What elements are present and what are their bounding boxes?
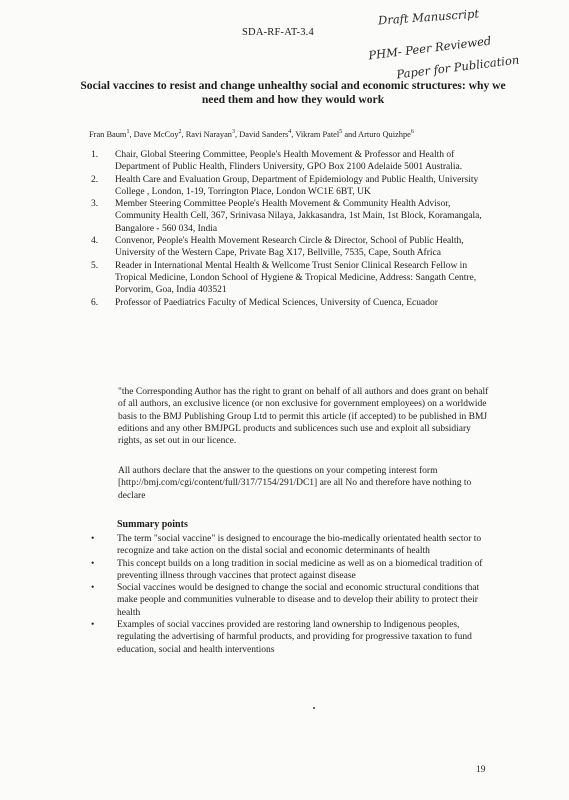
affiliation-number: 6. [91, 297, 99, 308]
author-sup: 3 [232, 129, 235, 135]
summary-point [91, 533, 491, 558]
licence-statement: "the Corresponding Author has the right to grant on behalf of all authors and does grant on behalf of all authors, an exclusive licence (or non exclusive for government employees) on a worldwide basis to the BMJ Publishing Group Ltd to permit this article (if accepted) to be published in BMJ editions and any other BMJPGL products and sublicences such use and exploit all subsidiary rights, as set out in our licence. [118, 387, 489, 447]
page-number: 19 [476, 765, 486, 775]
author-sup: 6 [410, 129, 414, 135]
summary-point [91, 558, 491, 583]
affiliation-number: 2. [91, 174, 99, 185]
affiliation-number: 5. [91, 260, 99, 271]
author-name: Ravi Narayan [185, 129, 232, 139]
author-sup: 5 [339, 129, 343, 135]
summary-point [91, 582, 491, 619]
handwritten-note-peer-reviewed: PHM- Peer Reviewed [367, 33, 492, 63]
author-name: David Sanders [239, 129, 289, 139]
affiliation-item [91, 260, 491, 297]
affiliation-text: Health Care and Evaluation Group, Department of Epidemiology and Public Health, University College , London, 1-19, Torrington Place, London WC1E 6BT, UK [115, 174, 479, 197]
author-name: Fran Baum [89, 129, 127, 139]
affiliation-item [91, 174, 491, 199]
affiliation-text: Professor of Paediatrics Faculty of Medical Sciences, University of Cuenca, Ecuador [115, 297, 438, 308]
affiliation-item [91, 198, 491, 235]
author-sup: 2 [178, 129, 182, 135]
affiliation-list [91, 149, 491, 309]
author-name: Vikram Patel [295, 129, 340, 139]
author-sup: 4 [288, 129, 292, 135]
affiliation-item [91, 149, 491, 174]
summary-point-text: Social vaccines would be designed to change the social and economic structural conditions that make people and communities vulnerable to disease and to develop their ability to protect their health [117, 583, 480, 618]
affiliation-item [91, 235, 491, 260]
author-list: Fran Baum$^1$, Dave McCoy$^2$, Ravi Narayan$^3$, David Sanders$^4$, Vikram Patel$^5$ and Arturo Quizhpe$^6$ [89, 129, 414, 139]
competing-interest-statement: All authors declare that the answer to the questions on your competing interest form [http://bmj.com/cgi/content/full/317/7154/291/DC1] are all No and therefore have nothing to declare [118, 466, 472, 501]
handwritten-note-publication: Paper for Publication [395, 52, 520, 82]
summary-points-list [91, 533, 491, 656]
affiliation-text: Reader in International Mental Health & Wellcome Trust Senior Clinical Research Fellow in Tropical Medicine, London School of Hygiene & Tropical Medicine, Address: Sangath Centre, Porvorim, Goa, India 403521 [115, 260, 477, 296]
handwritten-note-draft: Draft Manuscript [377, 6, 480, 28]
bullet-icon: • [91, 534, 95, 544]
summary-heading: Summary points [117, 519, 188, 530]
summary-point-text: Examples of social vaccines provided are restoring land ownership to Indigenous peoples, regulating the advertising of harmful products, and providing for progressive taxation to fund education, social and health interventions [117, 620, 472, 655]
author-name: Dave McCoy [133, 129, 179, 139]
scan-speck [313, 707, 315, 709]
bullet-icon: • [91, 558, 95, 569]
affiliation-text: Member Steering Committee People's Health Movement & Community Health Advisor, Community Health Cell, 367, Srinivasa Nilaya, Jakkasandra, 1st Main, 1st Block, Koramangala, Bangalore - 560 034, India [115, 199, 482, 234]
author-name: and Arturo Quizhpe [344, 129, 411, 139]
summary-point-text: The term "social vaccine" is designed to encourage the bio-medically orientated health sector to recognize and take action on the distal social and economic determinants of health [117, 534, 482, 557]
document-id: SDA-RF-AT-3.4 [242, 27, 314, 38]
affiliation-number: 3. [91, 199, 99, 210]
affiliation-number: 4. [91, 236, 99, 247]
author-sup: 1 [126, 129, 130, 135]
affiliation-text: Convenor, People's Health Movement Research Circle & Director, School of Public Health, University of the Western Cape, Private Bag X17, Bellville, 7535, Cape, South Africa [115, 236, 464, 259]
summary-point [91, 619, 491, 656]
affiliation-item [91, 297, 491, 309]
summary-point-text: This concept builds on a long tradition in social medicine as well as on a biomedical tradition of preventing illness through vaccines that protect against disease [117, 558, 483, 581]
paper-title: Social vaccines to resist and change unhealthy social and economic structures: why we need them and how they would work [80, 79, 506, 106]
bullet-icon: • [91, 583, 95, 594]
affiliation-text: Chair, Global Steering Committee, People's Health Movement & Professor and Health of Department of Public Health, Flinders University, GPO Box 2100 Adelaide 5001 Australia. [115, 150, 463, 173]
affiliation-number: 1. [91, 150, 99, 160]
bullet-icon: • [91, 620, 95, 631]
